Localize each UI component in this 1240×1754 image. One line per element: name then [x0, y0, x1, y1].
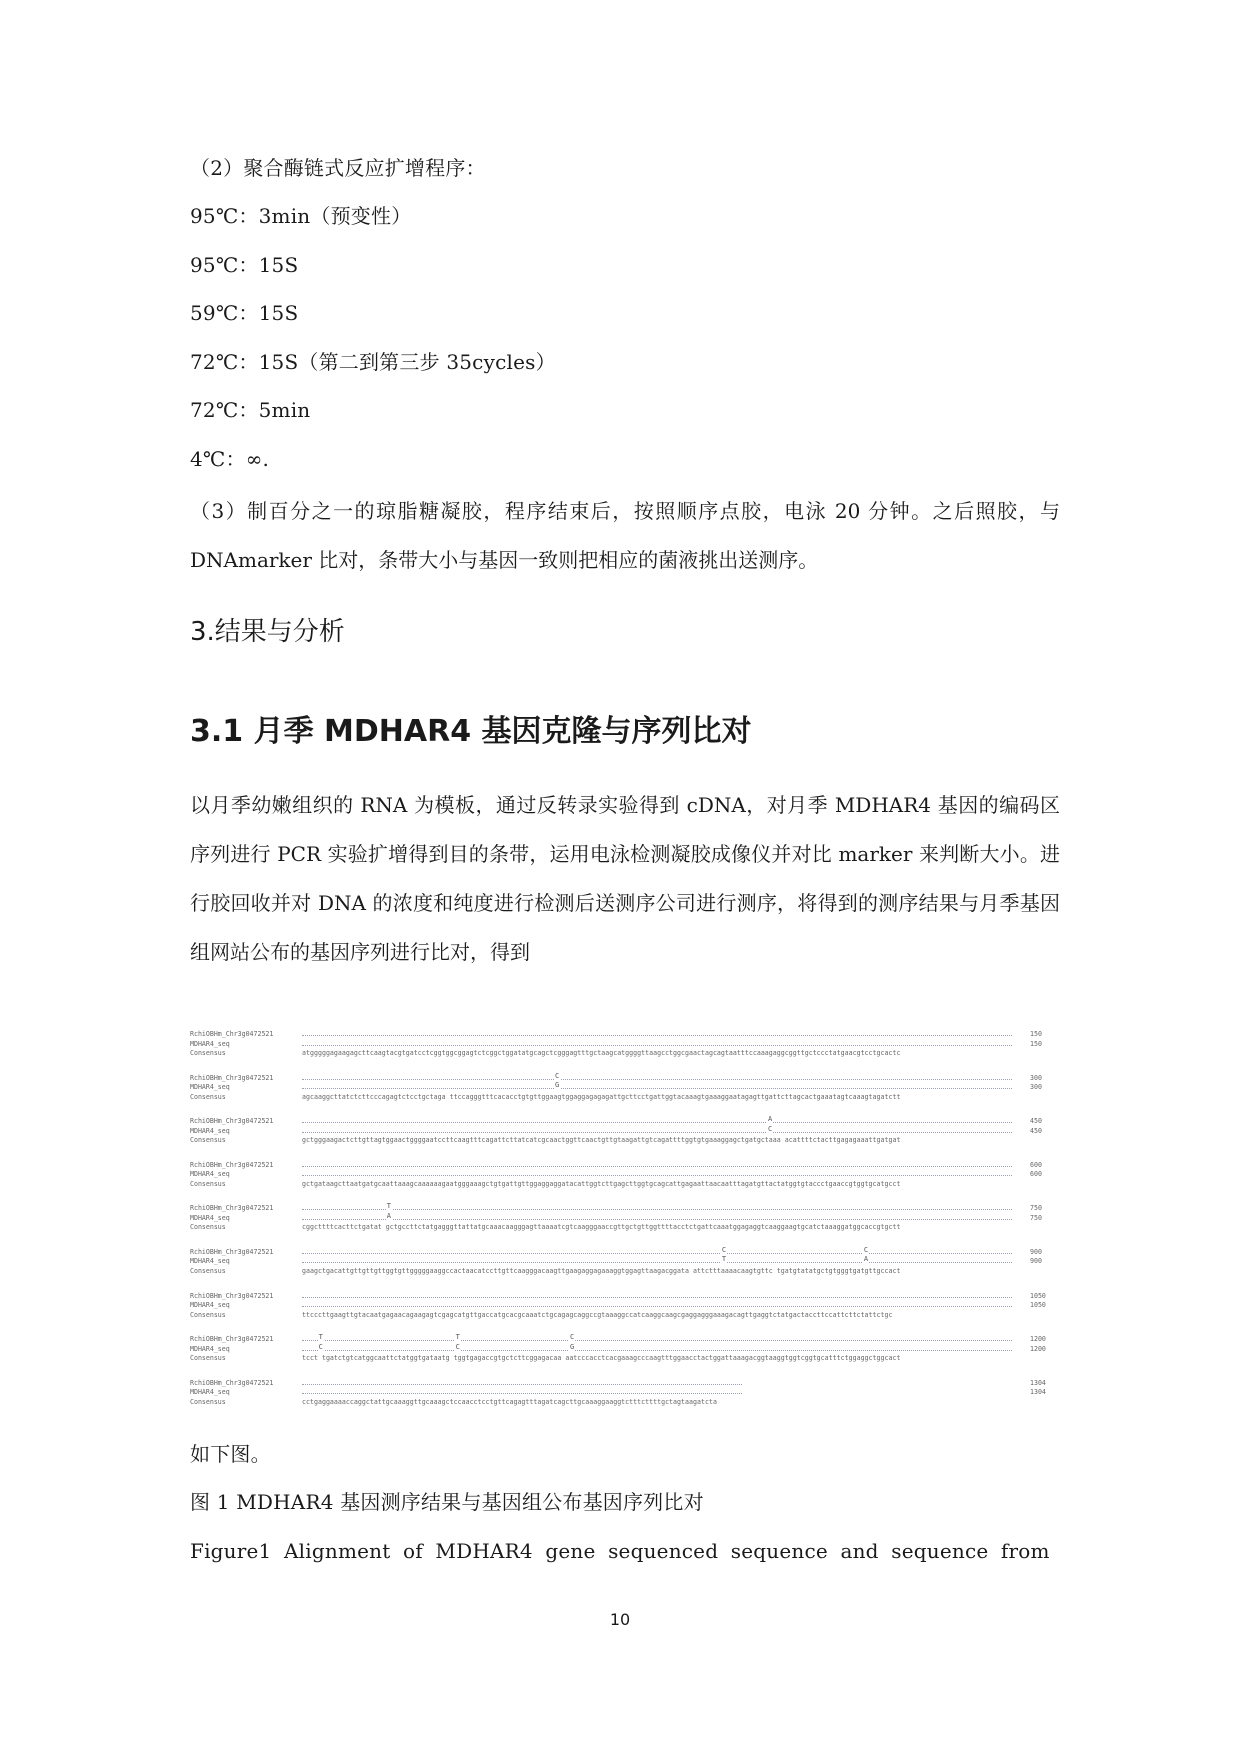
sequenced-seq-row [190, 1124, 1060, 1137]
consensus-sequence: atgggggagaagagcttcaagtacgtgatcctcggtggcggagtctcggctggatatgcagctcgggagtttgctaagcatggggttaagcctggcgaactagcagtaatttccaaagaggcggttgctccctatgaacgtcctgcactc [302, 1049, 901, 1057]
alignment-block [190, 1292, 1060, 1336]
consensus-sequence: gctgataagcttaatgatgcaattaaagcaaaaaagaatgggaaagctgtgattgttggaggaggatacattggtcttgagcttggtgcagcattgagaattaacaatttagatgttactatggtgtaccctgaaccgtggtgcatgcct [302, 1179, 901, 1188]
consensus-row [190, 1180, 1060, 1190]
sequence-name: MDHAR4_seq [190, 1126, 230, 1135]
consensus-row [190, 1398, 1060, 1408]
caption-lead-text: 如下图。 [190, 1442, 271, 1466]
reference-seq-row [190, 1245, 1060, 1258]
position-number: 1050 [1030, 1301, 1046, 1310]
mismatch-base: A [863, 1255, 869, 1264]
position-number: 1200 [1030, 1335, 1046, 1344]
identical-dots [302, 1088, 1012, 1089]
consensus-row [190, 1049, 1060, 1059]
mismatch-base: A [386, 1211, 391, 1220]
mismatch-base: C [721, 1245, 727, 1254]
sequence-name: RchiOBHm_Chr3g0472521 [190, 1073, 274, 1082]
consensus-sequence: cctgaggaaaaccaggctattgcaaaggttgcaaagctccaacctcctgttcagagtttagatcagcttgcaaaggaaggtctttcttttgctagtaagatcta [302, 1397, 717, 1406]
consensus-label: Consensus [190, 1354, 226, 1363]
identical-dots [302, 1079, 1012, 1080]
body-paragraph: 以月季幼嫩组织的 RNA 为模板，通过反转录实验得到 cDNA，对月季 MDHAR4 基因的编码区序列进行 PCR 实验扩增得到目的条带，运用电泳检测凝胶成像仪并对比 marker 来判断大小。进行胶回收并对 DNA 的浓度和纯度进行检测后送测序公司进行测序，将得到的测序结果与月季基因组网站公布的基因序列进行比对，得到 [190, 793, 1060, 964]
sequence-name: MDHAR4_seq [190, 1344, 230, 1353]
mismatch-base: G [555, 1081, 560, 1090]
alignment-block [190, 1117, 1060, 1161]
reference-seq-row [190, 1071, 1060, 1084]
gel-electrophoresis-paragraph: （3）制百分之一的琼脂糖凝胶，程序结束后，按照顺序点胶，电泳 20 分钟。之后照胶，与 DNAmarker 比对，条带大小与基因一致则把相应的菌液挑出送测序。 [190, 499, 1060, 572]
sequenced-seq-row [190, 1170, 1060, 1180]
consensus-sequence: tcct tgatctgtcatggcaattctatggtgataatg tggtgagaccgtgctcttcggagacaa aatcccacctcacgaaagcccaagtttggaacctactggattaaagacggtaaggtggtcggtgcatttctggaggctggcact [302, 1354, 901, 1363]
sequence-alignment-figure [190, 1030, 1060, 1422]
consensus-label: Consensus [190, 1049, 226, 1057]
pcr-program-heading: （2）聚合酶链式反应扩增程序： [190, 156, 486, 180]
mismatch-base: T [386, 1202, 391, 1211]
consensus-label: Consensus [190, 1266, 226, 1275]
position-number: 900 [1030, 1247, 1042, 1256]
mismatch-base: T [721, 1255, 727, 1264]
identical-dots [302, 1166, 1012, 1167]
position-number: 300 [1030, 1073, 1042, 1082]
sequence-name: MDHAR4_seq [190, 1170, 230, 1179]
identical-dots [302, 1384, 742, 1385]
mismatch-base: C [768, 1124, 773, 1133]
consensus-label: Consensus [190, 1179, 226, 1188]
position-number: 300 [1030, 1083, 1042, 1092]
alignment-block [190, 1379, 1060, 1423]
sequenced-seq-row [190, 1301, 1060, 1311]
alignment-block [190, 1245, 1060, 1292]
identical-dots [302, 1340, 1012, 1341]
consensus-row [190, 1267, 1060, 1277]
position-number: 750 [1030, 1204, 1042, 1213]
identical-dots [302, 1209, 1012, 1210]
sequenced-seq-row [190, 1040, 1060, 1050]
identical-dots [302, 1219, 1012, 1220]
position-number: 1304 [1030, 1388, 1046, 1397]
pcr-step-predenature: 95℃：3min（预变性） [190, 204, 412, 228]
sequence-name: RchiOBHm_Chr3g0472521 [190, 1204, 274, 1213]
position-number: 450 [1030, 1117, 1042, 1126]
sequence-name: RchiOBHm_Chr3g0472521 [190, 1030, 274, 1038]
mismatch-base: G [569, 1342, 575, 1351]
reference-seq-row [190, 1292, 1060, 1302]
mismatch-base: T [318, 1333, 323, 1342]
consensus-label: Consensus [190, 1223, 226, 1232]
figure-caption-zh: 图 1 MDHAR4 基因测序结果与基因组公布基因序列比对 [190, 1490, 704, 1514]
consensus-sequence: ttcccttgaagttgtacaatgagaacagaagagtcgagcatgttgaccatgcacgcaaatctgcagagcaggccgtaaaggccatcaaggcaagcgaggagggaaagacagttgaggtctatgactaccttccattcttctattctgc [302, 1310, 893, 1319]
consensus-sequence: gaagctgacattgttgttgttggtgttgggggaaggccactaacatccttgttcaagggacaagttgaagaggagaaaggtggagttaagacggata attctttaaaacaagtgttc tgatgtatatgctgtgggtgatgttgccact [302, 1266, 901, 1275]
consensus-sequence: agcaaggcttatctcttcccagagtctcctgctaga ttccagggtttcacacctgtgttggaagtggaggagagagattgcttcctgattggtacaaagtgaaaggaatagagttgattcttagcactgaaatagtcaaagtagatctt [302, 1092, 901, 1101]
sequence-name: RchiOBHm_Chr3g0472521 [190, 1378, 274, 1387]
position-number: 1050 [1030, 1291, 1046, 1300]
identical-dots [302, 1297, 1012, 1298]
consensus-row [190, 1354, 1060, 1364]
identical-dots [302, 1306, 1012, 1307]
sequence-name: RchiOBHm_Chr3g0472521 [190, 1117, 274, 1126]
mismatch-base: T [455, 1333, 460, 1342]
sequence-name: RchiOBHm_Chr3g0472521 [190, 1247, 274, 1256]
consensus-label: Consensus [190, 1310, 226, 1319]
consensus-row [190, 1136, 1060, 1146]
sequence-name: MDHAR4_seq [190, 1039, 230, 1048]
sequenced-seq-row [190, 1257, 1060, 1267]
position-number: 600 [1030, 1170, 1042, 1179]
position-number: 1200 [1030, 1344, 1046, 1353]
identical-dots [302, 1035, 1012, 1036]
page-number: 10 [609, 1610, 631, 1629]
consensus-label: Consensus [190, 1092, 226, 1101]
position-number: 150 [1030, 1030, 1042, 1038]
alignment-block [190, 1071, 1060, 1118]
sequenced-seq-row [190, 1342, 1060, 1355]
reference-seq-row [190, 1117, 1060, 1127]
sequenced-seq-row [190, 1388, 1060, 1398]
identical-dots [302, 1393, 742, 1394]
consensus-row [190, 1093, 1060, 1103]
mismatch-base: C [569, 1333, 575, 1342]
identical-dots [302, 1350, 1012, 1351]
reference-seq-row [190, 1161, 1060, 1171]
reference-seq-row [190, 1204, 1060, 1214]
mismatch-base: C [455, 1342, 460, 1351]
identical-dots [302, 1253, 1012, 1254]
position-number: 750 [1030, 1213, 1042, 1222]
sequence-name: MDHAR4_seq [190, 1083, 230, 1092]
subsection-title: 3.1 月季 MDHAR4 基因克隆与序列比对 [190, 714, 752, 749]
consensus-row [190, 1223, 1060, 1233]
pcr-step-hold: 4℃：∞. [190, 447, 270, 471]
identical-dots [302, 1132, 1012, 1133]
mismatch-base: A [768, 1115, 773, 1124]
sequence-name: MDHAR4_seq [190, 1213, 230, 1222]
identical-dots [302, 1122, 1012, 1123]
consensus-sequence: gctgggaagactcttgttagtggaactggggaatccttcaagtttcagattcttatcatcgcaactggttcaactgttgtaagattgtcagattttggtgtgaaaggagctgatgctaaa acattttctacttgagagaaattgatgat [302, 1136, 901, 1145]
position-number: 450 [1030, 1126, 1042, 1135]
figure-caption-en: Figure1 Alignment of MDHAR4 gene sequenced sequence and sequence from [190, 1539, 1050, 1563]
alignment-block [190, 1161, 1060, 1205]
pcr-step-denature: 95℃：15S [190, 253, 299, 277]
sequenced-seq-row [190, 1083, 1060, 1093]
sequenced-seq-row [190, 1211, 1060, 1224]
pcr-step-anneal: 59℃：15S [190, 301, 299, 325]
section-title: 3.结果与分析 [190, 617, 345, 647]
consensus-sequence: cggcttttcacttctgatat gctgccttctatgagggttattatgcaaacaagggagttaaaatcgtcaagggaaccgttgctgttggttttacctctgattcaaatggagaggtcaaggaagtgcatctaaaggatggcaccgtgctt [302, 1223, 901, 1232]
alignment-block [190, 1030, 1060, 1074]
pcr-step-extend: 72℃：15S（第二到第三步 35cycles） [190, 350, 556, 374]
sequence-name: RchiOBHm_Chr3g0472521 [190, 1335, 274, 1344]
sequence-name: RchiOBHm_Chr3g0472521 [190, 1160, 274, 1169]
position-number: 150 [1030, 1039, 1042, 1048]
sequence-name: MDHAR4_seq [190, 1257, 230, 1266]
reference-seq-row [190, 1379, 1060, 1389]
alignment-block [190, 1335, 1060, 1379]
mismatch-base: C [318, 1342, 323, 1351]
alignment-block [190, 1204, 1060, 1248]
position-number: 600 [1030, 1160, 1042, 1169]
mismatch-base: C [555, 1071, 560, 1080]
identical-dots [302, 1175, 1012, 1176]
reference-seq-row [190, 1030, 1060, 1040]
position-number: 900 [1030, 1257, 1042, 1266]
identical-dots [302, 1045, 1012, 1046]
pcr-step-final-extend: 72℃：5min [190, 398, 311, 422]
consensus-label: Consensus [190, 1136, 226, 1145]
consensus-row [190, 1311, 1060, 1321]
sequence-name: RchiOBHm_Chr3g0472521 [190, 1291, 274, 1300]
position-number: 1304 [1030, 1378, 1046, 1387]
consensus-label: Consensus [190, 1397, 226, 1406]
sequence-name: MDHAR4_seq [190, 1388, 230, 1397]
sequence-name: MDHAR4_seq [190, 1301, 230, 1310]
identical-dots [302, 1262, 1012, 1263]
mismatch-base: C [863, 1245, 869, 1254]
